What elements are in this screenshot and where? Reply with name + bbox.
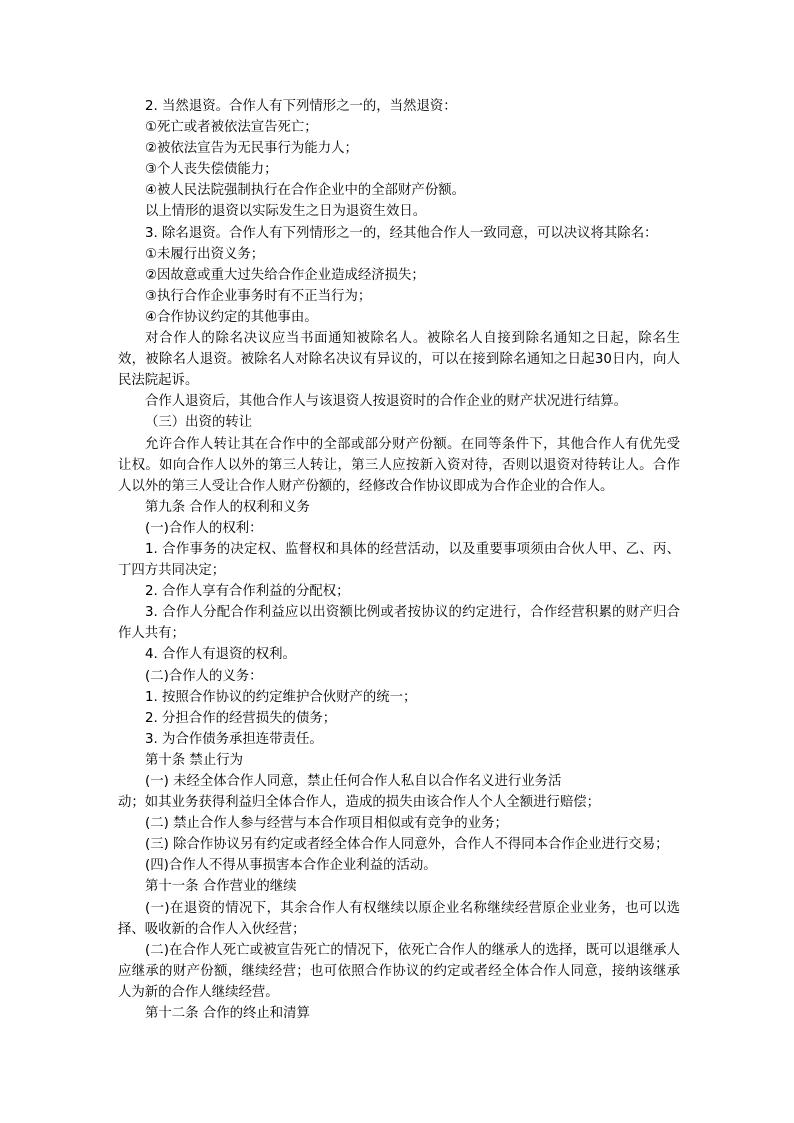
list-item-incapacity: ②被依法宣告为无民事行为能力人； bbox=[145, 141, 358, 157]
article-heading-10: 第十条 禁止行为 bbox=[145, 752, 243, 768]
list-item-unpaid: ①未履行出资义务； bbox=[145, 246, 265, 262]
document-body bbox=[118, 96, 680, 1024]
list-item-insolvency: ③个人丧失偿债能力； bbox=[145, 162, 278, 178]
list-item-continuation-1: (一)在退资的情况下，其余合作人有权继续以原企业名称继续经营原企业业务，也可以选择、吸收新的合作人入伙经营； bbox=[118, 900, 680, 937]
paragraph-removal-notice: 对合作人的除名决议应当书面通知被除名人。被除名人自接到除名通知之日起，除名生效，被除名人退资。被除名人对除名决议有异议的，可以在接到除名通知之日起30日内，向人民法院起诉。 bbox=[118, 331, 680, 389]
section-heading-rights: (一)合作人的权利： bbox=[145, 520, 263, 536]
paragraph-clause-3: 3. 除名退资。合作人有下列情形之一的，经其他合作人一致同意，可以决议将其除名： bbox=[145, 225, 658, 241]
article-heading-12: 第十二条 合作的终止和清算 bbox=[145, 1006, 310, 1022]
list-item-duty-3: 3. 为合作债务承担连带责任。 bbox=[145, 731, 323, 747]
paragraph-effective-date: 以上情形的退资以实际发生之日为退资生效日。 bbox=[145, 204, 427, 220]
paragraph-transfer: 允许合作人转让其在合作中的全部或部分财产份额。在同等条件下，其他合作人有优先受让权。如向合作人以外的第三人转让，第三人应按新入资对待，否则以退资对待转让人。合作人以外的第三人受让合作人财产份额的，经修改合作协议即成为合作企业的合作人。 bbox=[118, 436, 680, 494]
list-item-right-2: 2. 合作人享有合作利益的分配权； bbox=[145, 584, 350, 600]
list-item-death: ①死亡或者被依法宣告死亡； bbox=[145, 120, 318, 136]
list-item-misconduct: ③执行合作企业事务时有不正当行为； bbox=[145, 288, 372, 304]
section-heading-transfer: （三）出资的转让 bbox=[145, 415, 253, 431]
list-item-prohibition-3: (三) 除合作协议另有约定或者经全体合作人同意外，合作人不得同本合作企业进行交易； bbox=[145, 837, 669, 853]
list-item-other: ④合作协议约定的其他事由。 bbox=[145, 309, 318, 325]
paragraph-settlement: 合作人退资后，其他合作人与该退资人按退资时的合作企业的财产状况进行结算。 bbox=[145, 394, 628, 410]
list-item-enforcement: ④被人民法院强制执行在合作企业中的全部财产份额。 bbox=[145, 183, 465, 199]
list-item-right-1: 1. 合作事务的决定权、监督权和具体的经营活动，以及重要事项须由合伙人甲、乙、丙、丁四方共同决定； bbox=[118, 541, 680, 579]
paragraph-clause-2: 2. 当然退资。合作人有下列情形之一的，当然退资： bbox=[145, 99, 457, 114]
list-item-negligence: ②因故意或重大过失给合作企业造成经济损失； bbox=[145, 267, 425, 283]
list-item-prohibition-1: (一) 未经全体合作人同意，禁止任何合作人私自以合作名义进行业务活 bbox=[145, 774, 562, 789]
section-heading-duties: (二)合作人的义务： bbox=[145, 668, 263, 684]
article-heading-11: 第十一条 合作营业的继续 bbox=[145, 879, 297, 895]
list-item-continuation-2: (二)在合作人死亡或被宣告死亡的情况下，依死亡合作人的继承人的选择，既可以退继承人应继承的财产份额，继续经营；也可依照合作协议的约定或者经全体合作人同意，接纳该继承人为新的合作人继续经营。 bbox=[118, 942, 680, 1000]
list-item-prohibition-1-cont: 动；如其业务获得利益归全体合作人，造成的损失由该合作人个人全额进行赔偿； bbox=[118, 795, 601, 811]
list-item-duty-1: 1. 按照合作协议的约定维护合伙财产的统一； bbox=[145, 689, 417, 705]
list-item-prohibition-4: (四)合作人不得从事损害本合作企业利益的活动。 bbox=[145, 858, 437, 874]
list-item-right-3: 3. 合作人分配合作利益应以出资额比例或者按协议的约定进行，合作经营积累的财产归合作人共有； bbox=[118, 605, 680, 642]
list-item-duty-2: 2. 分担合作的经营损失的债务； bbox=[145, 710, 337, 726]
list-item-right-4: 4. 合作人有退资的权利。 bbox=[145, 647, 296, 663]
article-heading-9: 第九条 合作人的权利和义务 bbox=[145, 499, 310, 515]
list-item-prohibition-2: (二) 禁止合作人参与经营与本合作项目相似或有竞争的业务； bbox=[145, 816, 508, 832]
